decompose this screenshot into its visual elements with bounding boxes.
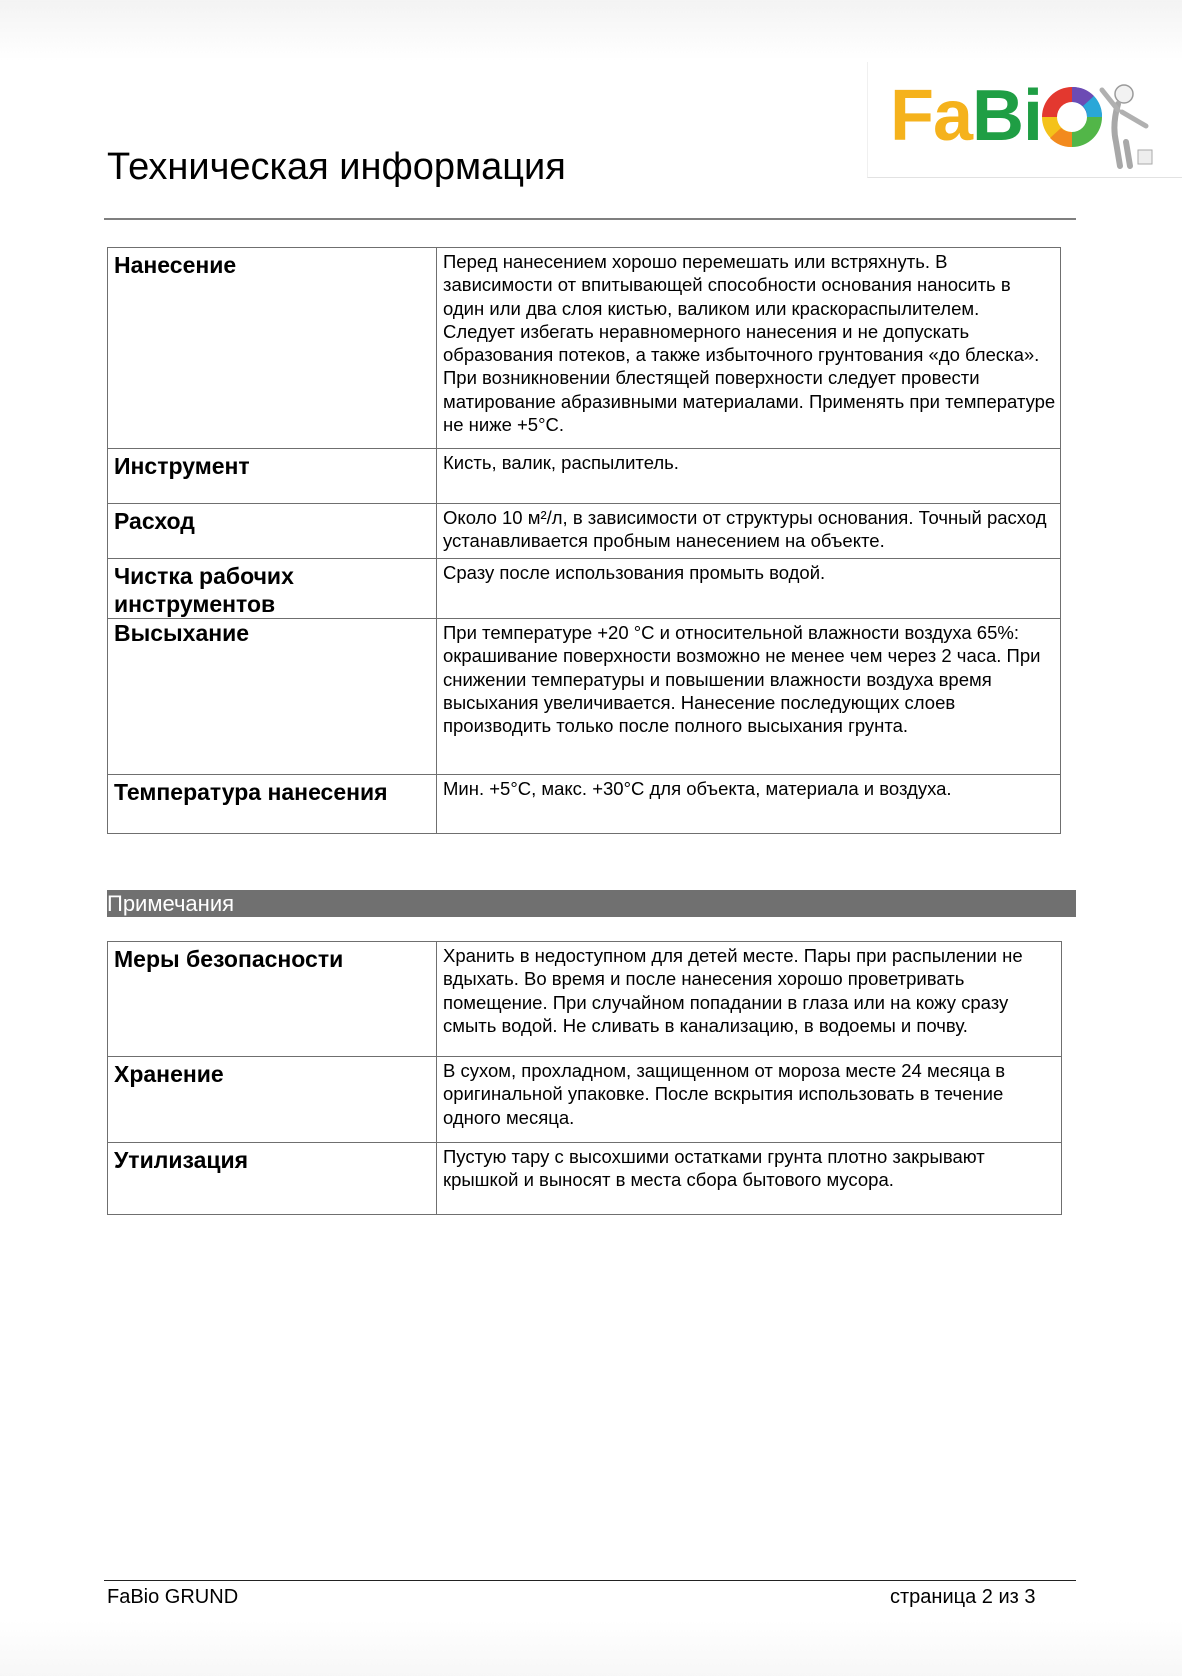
table-row xyxy=(108,504,1061,559)
footer-divider xyxy=(104,1580,1076,1581)
table-row xyxy=(108,619,1061,775)
row-label: Меры безопасности xyxy=(108,942,437,1057)
row-value: Кисть, валик, распылитель. xyxy=(437,449,1061,504)
notes-table xyxy=(107,941,1062,1215)
row-value: Около 10 м²/л, в зависимости от структуры основания. Точный расход устанавливается пробным нанесением на объекте. xyxy=(437,504,1061,559)
row-value: Мин. +5°C, макс. +30°C для объекта, материала и воздуха. xyxy=(437,775,1061,834)
row-label: Нанесение xyxy=(108,248,437,449)
row-value: Сразу после использования промыть водой. xyxy=(437,559,1061,619)
row-label: Хранение xyxy=(108,1057,437,1143)
row-value: При температуре +20 °C и относительной влажности воздуха 65%: окрашивание поверхности возможно не менее чем через 2 часа. При снижении температуры и повышении влажности воздуха время высыхания увеличивается. Нанесение последующих слоев производить только после полного высыхания грунта. xyxy=(437,619,1061,775)
row-value: В сухом, прохладном, защищенном от мороза месте 24 месяца в оригинальной упаковке. После вскрытия использовать в течение одного месяца. xyxy=(437,1057,1062,1143)
row-label: Утилизация xyxy=(108,1143,437,1215)
row-label: Расход xyxy=(108,504,437,559)
table-row xyxy=(108,1143,1062,1215)
table-row xyxy=(108,248,1061,449)
footer-product-name: FaBio GRUND xyxy=(107,1586,239,1608)
table-row xyxy=(108,1057,1062,1143)
table-row xyxy=(108,449,1061,504)
row-label: Высыхание xyxy=(108,619,437,775)
row-label: Температура нанесения xyxy=(108,775,437,834)
row-value: Пустую тару с высохшими остатками грунта плотно закрывают крышкой и выносят в места сбора бытового мусора. xyxy=(437,1143,1062,1215)
row-label: Чистка рабочих инструментов xyxy=(108,559,437,619)
notes-section-header: Примечания xyxy=(107,890,1076,917)
technical-info-table xyxy=(107,247,1061,834)
fabio-logo xyxy=(867,62,1182,178)
logo-wordmark: FaBi xyxy=(890,76,1043,156)
row-label: Инструмент xyxy=(108,449,437,504)
title-divider xyxy=(104,218,1076,220)
row-value: Перед нанесением хорошо перемешать или встряхнуть. В зависимости от впитывающей способности основания наносить в один или два слоя кистью, валиком или краскораспылителем. Следует избегать неравномерного нанесения и не допускать образования потеков, а также избыточного грунтования «до блеска». При возникновении блестящей поверхности следует провести матирование абразивными материалами. Применять при температуре не ниже +5°C. xyxy=(437,248,1061,449)
page-title: Техническая информация xyxy=(107,146,566,188)
table-row xyxy=(108,775,1061,834)
row-value: Хранить в недоступном для детей месте. Пары при распылении не вдыхать. Во время и после нанесения хорошо проветривать помещение. При случайном попадании в глаза или на кожу сразу смыть водой. Не сливать в канализацию, в водоемы и почву. xyxy=(437,942,1062,1057)
table-row xyxy=(108,942,1062,1057)
table-row xyxy=(108,559,1061,619)
painter-figure-icon xyxy=(1090,80,1156,170)
footer-page-number: страница 2 из 3 xyxy=(890,1586,1036,1608)
